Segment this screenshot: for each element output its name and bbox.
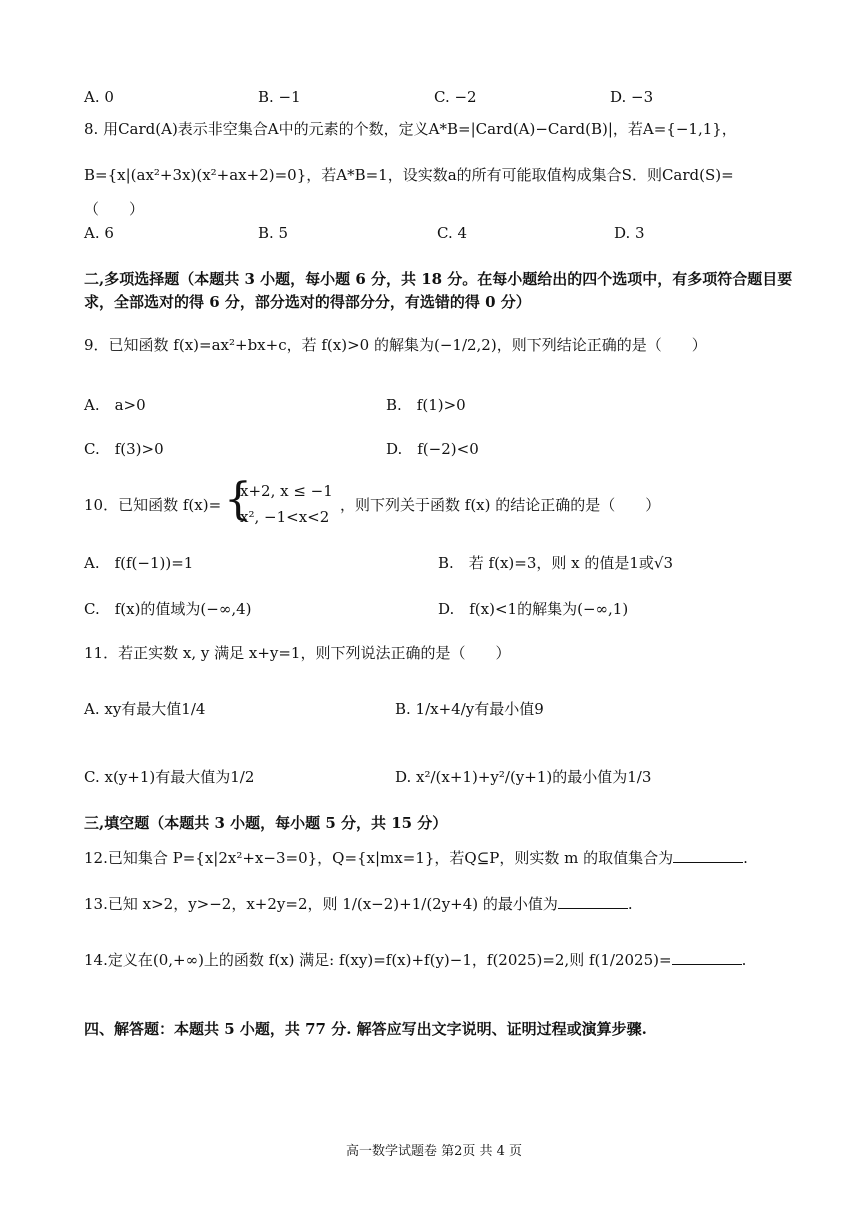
q10-option-a: A. f(f(−1))=1 [84,554,194,572]
q8-answer-paren: （ ） [84,200,145,218]
q7-option-d: D. −3 [610,88,654,106]
q14-text: 14.定义在(0,+∞)上的函数 f(x) 满足: f(xy)=f(x)+f(y)−1，f(2025)=2,则 f(1/2025)= [84,951,672,969]
q11-option-a: A. xy有最大值1/4 [84,700,206,718]
q7-option-b: B. −1 [258,88,301,106]
q9-option-b: B. f(1)>0 [386,396,466,414]
section3-heading: 三,填空题（本题共 3 小题，每小题 5 分，共 15 分） [84,814,448,832]
section2-heading-line1: 二,多项选择题（本题共 3 小题，每小题 6 分，共 18 分。在每小题给出的四个选项中，有多项符合题目要 [84,270,793,288]
q14-stem: 14.定义在(0,+∞)上的函数 f(x) 满足: f(xy)=f(x)+f(y)−1，f(2025)=2,则 f(1/2025)= . [84,951,747,969]
q10-option-c: C. f(x)的值域为(−∞,4) [84,600,252,618]
q12-answer-blank[interactable] [673,848,743,863]
q7-option-c: C. −2 [434,88,477,106]
q13-stem: 13.已知 x>2，y>−2，x+2y=2，则 1/(x−2)+1/(2y+4) 的最小值为 . [84,895,633,913]
section2-heading-line2: 求，全部选对的得 6 分，部分选对的得部分分，有选错的得 0 分） [84,293,531,311]
q10-case1: x+2, x ≤ −1 [240,482,333,500]
q8-option-c: C. 4 [437,224,468,242]
q8-stem-line2: B={x|(ax²+3x)(x²+ax+2)=0}，若A*B=1，设实数a的所有可能取值构成集合S．则Card(S)= [84,166,734,184]
q11-option-d: D. x²/(x+1)+y²/(y+1)的最小值为1/3 [395,768,652,786]
q8-option-b: B. 5 [258,224,289,242]
q9-option-d: D. f(−2)<0 [386,440,479,458]
q11-option-b: B. 1/x+4/y有最小值9 [395,700,544,718]
q12-stem: 12.已知集合 P={x|2x²+x−3=0}，Q={x|mx=1}，若Q⊆P，则实数 m 的取值集合为 . [84,849,748,867]
q8-option-d: D. 3 [614,224,645,242]
q9-option-a: A. a>0 [84,396,146,414]
q10-case2: x², −1<x<2 [240,508,330,526]
q9-option-c: C. f(3)>0 [84,440,164,458]
q10-stem-pre: 10．已知函数 f(x)= [84,496,222,514]
q10-option-b: B. 若 f(x)=3，则 x 的值是1或√3 [438,554,674,572]
q9-stem: 9．已知函数 f(x)=ax²+bx+c，若 f(x)>0 的解集为(−1/2,2)，则下列结论正确的是（ ） [84,336,707,354]
q11-option-c: C. x(y+1)有最大值为1/2 [84,768,255,786]
q8-option-a: A. 6 [84,224,114,242]
q7-option-a: A. 0 [84,88,114,106]
q11-stem: 11．若正实数 x, y 满足 x+y=1，则下列说法正确的是（ ） [84,644,511,662]
q12-text: 12.已知集合 P={x|2x²+x−3=0}，Q={x|mx=1}，若Q⊆P，则实数 m 的取值集合为 [84,849,674,867]
section4-heading: 四、解答题：本题共 5 小题，共 77 分. 解答应写出文字说明、证明过程或演算步骤. [84,1020,647,1038]
q10-stem-post: ，则下列关于函数 f(x) 的结论正确的是（ ） [340,496,661,514]
q10-option-d: D. f(x)<1的解集为(−∞,1) [438,600,629,618]
q13-answer-blank[interactable] [558,894,628,909]
q13-text: 13.已知 x>2，y>−2，x+2y=2，则 1/(x−2)+1/(2y+4) 的最小值为 [84,895,558,913]
q10-brace: { [224,474,252,525]
page-footer: 高一数学试题卷 第2页 共 4 页 [345,1144,523,1159]
q14-answer-blank[interactable] [672,950,742,965]
q8-stem-line1: 8. 用Card(A)表示非空集合A中的元素的个数，定义A*B=|Card(A)−Card(B)|，若A={−1,1}， [84,120,737,138]
